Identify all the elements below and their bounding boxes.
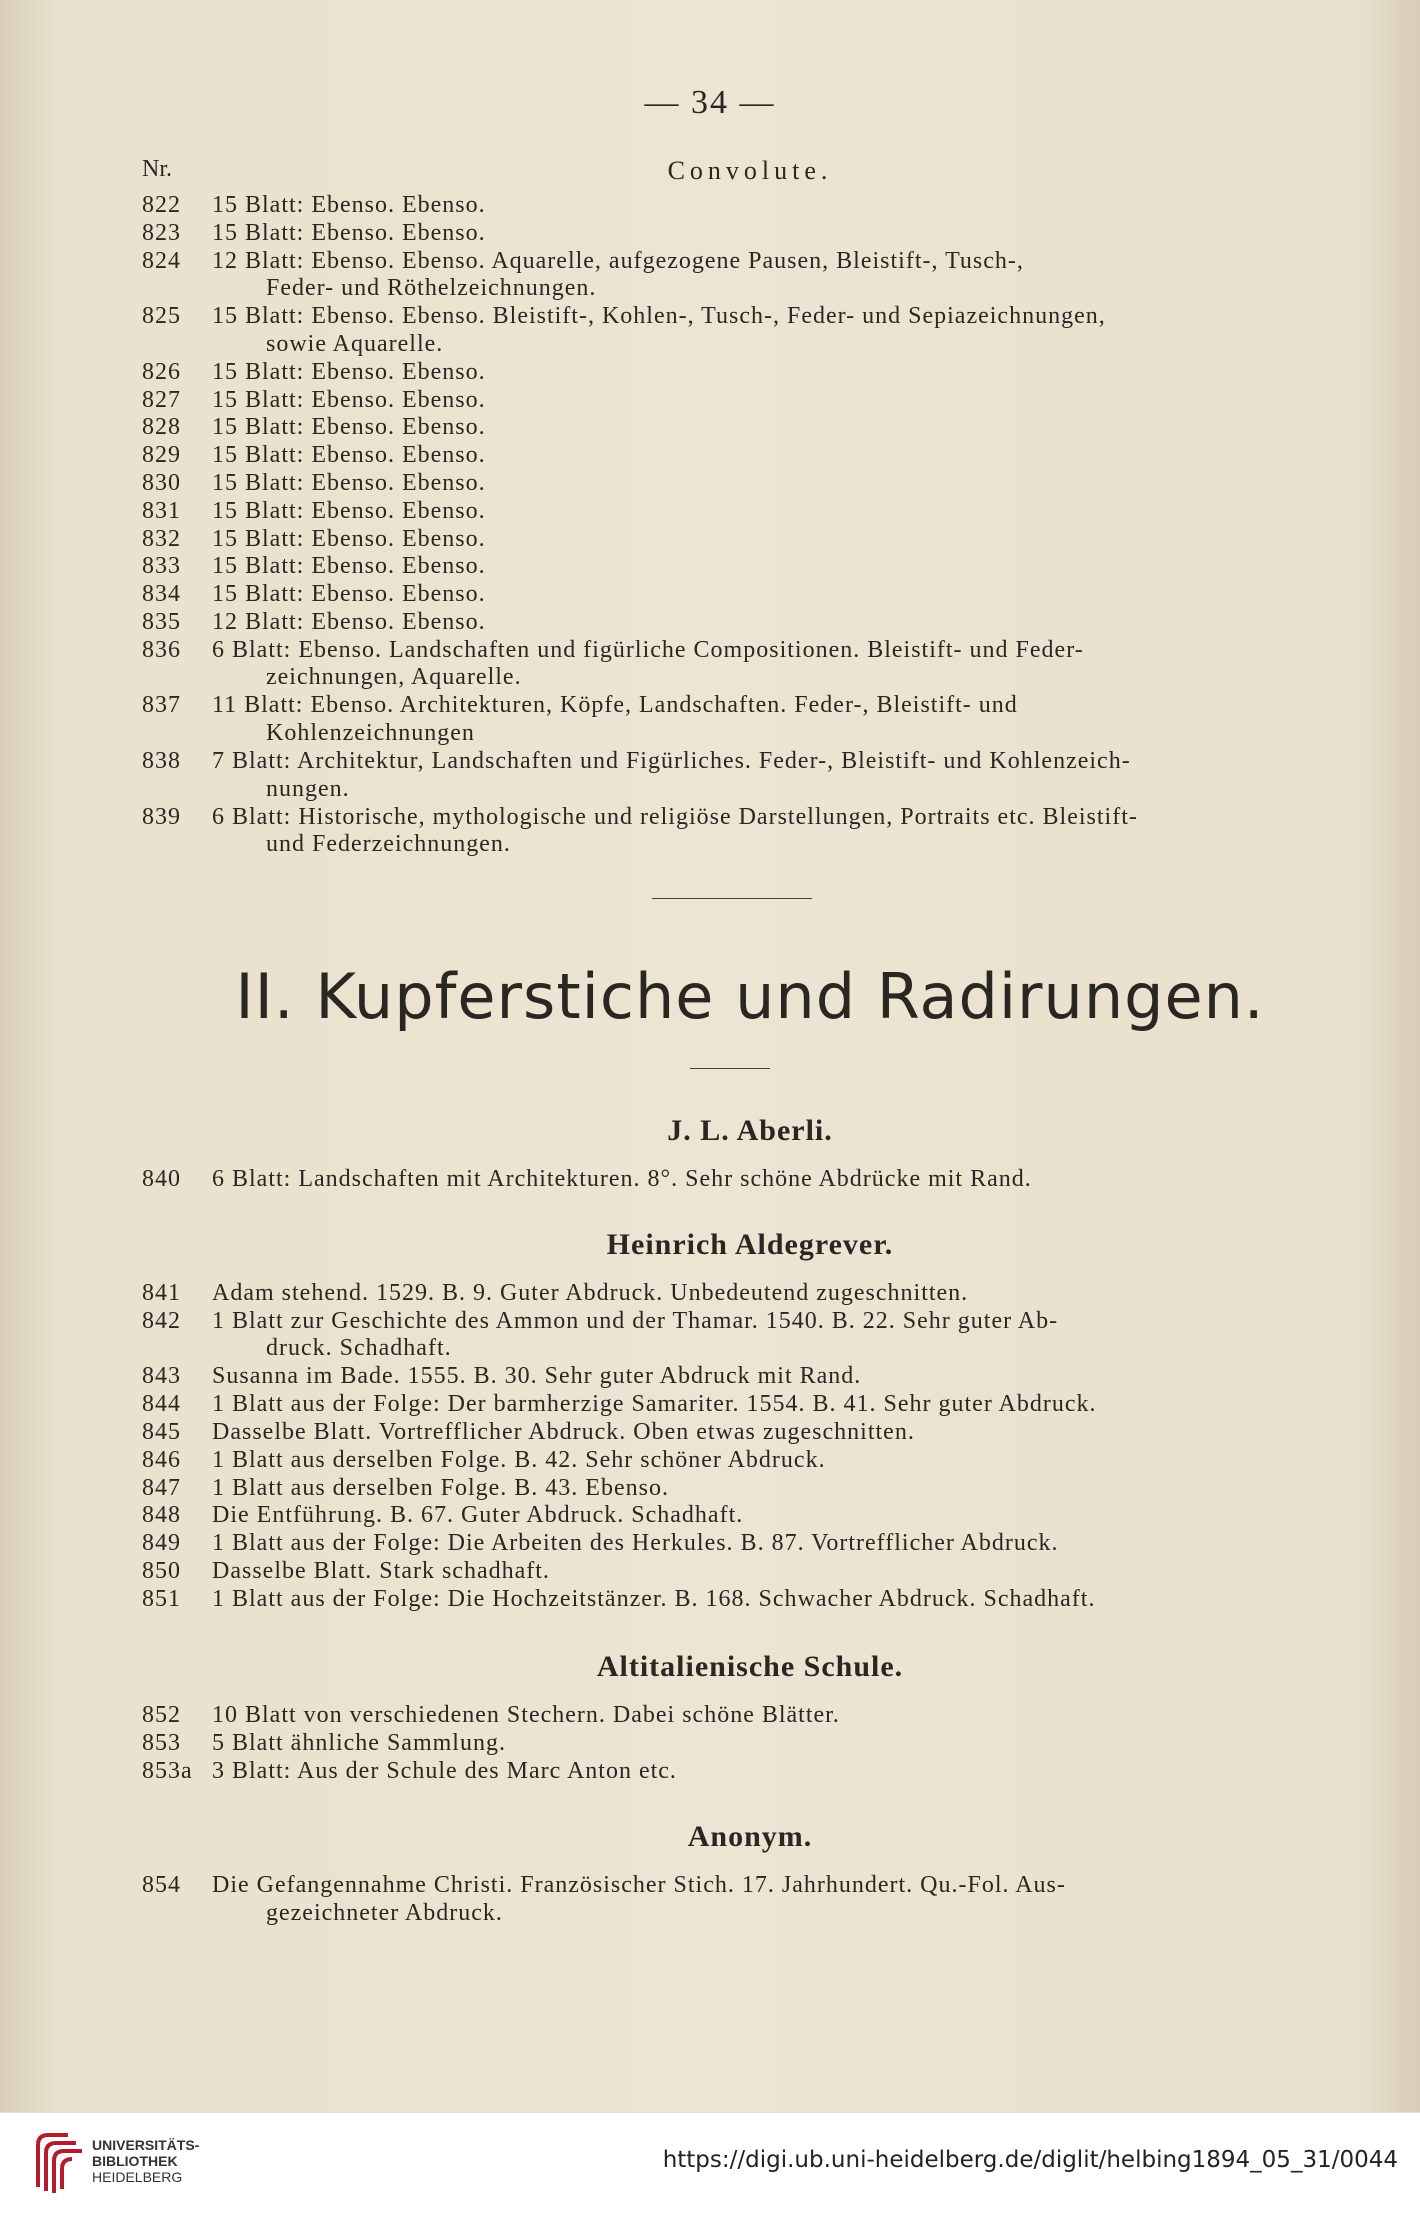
catalog-entry — [142, 748, 1322, 803]
entry-text — [212, 1502, 1322, 1530]
entry-text — [212, 1730, 1322, 1758]
entry-line: 12 Blatt: Ebenso. Ebenso. — [212, 609, 486, 635]
entry-text — [212, 1308, 1322, 1363]
catalog-entry — [142, 1586, 1322, 1614]
entry-number: 853a — [142, 1757, 193, 1784]
catalog-entry — [142, 1166, 1322, 1194]
entry-number: 846 — [142, 1446, 181, 1473]
library-name-line3: HEIDELBERG — [92, 2169, 183, 2185]
entry-text — [212, 692, 1322, 747]
catalog-entry — [142, 526, 1322, 554]
entry-line: 5 Blatt ähnliche Sammlung. — [212, 1729, 506, 1756]
catalog-entry — [142, 553, 1322, 581]
entry-text — [212, 387, 1322, 415]
entry-line: 6 Blatt: Historische, mythologische und religiöse Darstellungen, Portraits etc. Bleistift- — [212, 803, 1138, 830]
entry-number: 845 — [142, 1419, 181, 1445]
entry-continuation-line: Feder- und Röthelzeichnungen. — [266, 275, 597, 302]
catalog-entry — [142, 1558, 1322, 1586]
catalog-entry — [142, 303, 1322, 358]
entry-line: 15 Blatt: Ebenso. Ebenso. — [212, 581, 486, 608]
entry-number: 829 — [142, 442, 181, 469]
artist-heading: Heinrich Aldegrever. — [606, 1228, 894, 1261]
entry-line: 3 Blatt: Aus der Schule des Marc Anton etc. — [212, 1757, 677, 1784]
entry-line: 15 Blatt: Ebenso. Ebenso. — [212, 497, 486, 524]
entry-continuation-line: und Federzeichnungen. — [266, 831, 511, 858]
entry-number: 841 — [142, 1280, 181, 1306]
entry-line: 15 Blatt: Ebenso. Ebenso. — [212, 358, 486, 385]
entry-line: 15 Blatt: Ebenso. Ebenso. — [212, 442, 486, 469]
entry-line: 1 Blatt aus derselben Folge. B. 42. Sehr schöner Abdruck. — [212, 1446, 826, 1473]
catalog-entry — [142, 442, 1322, 470]
library-logo-icon — [28, 2127, 88, 2197]
entry-number: 824 — [142, 247, 181, 274]
catalog-entry — [142, 387, 1322, 415]
entry-number: 822 — [142, 192, 181, 218]
section-header-convolute: Convolute. — [667, 156, 833, 185]
title-divider — [690, 1068, 770, 1069]
entry-text — [212, 748, 1322, 803]
entry-text — [212, 804, 1322, 859]
entry-line: Susanna im Bade. 1555. B. 30. Sehr guter Abdruck mit Rand. — [212, 1363, 862, 1390]
entry-number: 826 — [142, 358, 181, 385]
catalog-entry — [142, 1475, 1322, 1503]
entry-text — [212, 192, 1322, 220]
entry-line: 15 Blatt: Ebenso. Ebenso. — [212, 414, 486, 441]
entry-text — [212, 359, 1322, 387]
catalog-entry — [142, 1730, 1322, 1758]
catalog-entry — [142, 220, 1322, 248]
entry-line: Die Entführung. B. 67. Guter Abdruck. Schadhaft. — [212, 1502, 744, 1529]
entry-line: 15 Blatt: Ebenso. Ebenso. — [212, 470, 486, 496]
entry-number: 844 — [142, 1391, 181, 1418]
catalog-entry — [142, 1502, 1322, 1530]
entry-text — [212, 609, 1322, 637]
entry-number: 852 — [142, 1702, 181, 1728]
catalog-entry — [142, 414, 1322, 442]
catalog-entry — [142, 1872, 1322, 1927]
entry-text — [212, 1758, 1322, 1786]
catalog-entry — [142, 1391, 1322, 1419]
entry-text — [212, 220, 1322, 248]
entry-text — [212, 1530, 1322, 1558]
catalog-entry — [142, 1530, 1322, 1558]
entry-number: 839 — [142, 803, 181, 830]
entry-number: 828 — [142, 414, 181, 441]
artist-heading: Altitalienische Schule. — [596, 1650, 904, 1683]
entry-line: 15 Blatt: Ebenso. Ebenso. — [212, 192, 486, 218]
library-name-line1: UNIVERSITÄTS- — [92, 2137, 200, 2153]
entry-line: 1 Blatt aus der Folge: Der barmherzige Samariter. 1554. B. 41. Sehr guter Abdruck. — [212, 1391, 1097, 1418]
catalog-entry — [142, 804, 1322, 859]
catalog-entry — [142, 192, 1322, 220]
entry-number: 851 — [142, 1585, 181, 1612]
entry-text — [212, 1447, 1322, 1475]
entry-number: 850 — [142, 1558, 181, 1584]
entry-line: 1 Blatt aus derselben Folge. B. 43. Ebenso. — [212, 1474, 669, 1501]
catalog-entry — [142, 692, 1322, 747]
entry-line: Adam stehend. 1529. B. 9. Guter Abdruck. Unbedeutend zugeschnitten. — [212, 1280, 969, 1306]
entry-continuation-line: zeichnungen, Aquarelle. — [266, 664, 522, 691]
entry-line: 15 Blatt: Ebenso. Ebenso. — [212, 553, 486, 580]
catalog-entry — [142, 1308, 1322, 1363]
entry-number: 838 — [142, 748, 181, 774]
entry-line: 12 Blatt: Ebenso. Ebenso. Aquarelle, aufgezogene Pausen, Bleistift-, Tusch-, — [212, 247, 1024, 274]
entry-number: 843 — [142, 1363, 181, 1390]
entry-text — [212, 553, 1322, 581]
entry-number: 848 — [142, 1502, 181, 1529]
catalog-entry — [142, 248, 1322, 303]
entry-line: 7 Blatt: Architektur, Landschaften und Figürliches. Feder-, Bleistift- und Kohlenzeich- — [212, 748, 1131, 774]
artist-heading: J. L. Aberli. — [667, 1114, 833, 1147]
entry-text — [212, 498, 1322, 526]
catalog-entry — [142, 498, 1322, 526]
entry-text — [212, 1280, 1322, 1308]
section-divider — [652, 898, 812, 899]
library-name — [92, 2137, 199, 2185]
source-url-link[interactable]: https://digi.ub.uni-heidelberg.de/diglit/helbing1894_05_31/0044 — [662, 2147, 1398, 2173]
entry-line: 15 Blatt: Ebenso. Ebenso. Bleistift-, Kohlen-, Tusch-, Feder- und Sepiazeichnungen, — [212, 303, 1106, 330]
entry-number: 840 — [142, 1166, 181, 1192]
entry-text — [212, 1391, 1322, 1419]
entry-text — [212, 1558, 1322, 1586]
entry-line: 10 Blatt von verschiedenen Stechern. Dabei schöne Blätter. — [212, 1702, 840, 1728]
entry-line: 15 Blatt: Ebenso. Ebenso. — [212, 386, 486, 413]
entry-text — [212, 414, 1322, 442]
entry-line: 1 Blatt aus der Folge: Die Hochzeitstänzer. B. 168. Schwacher Abdruck. Schadhaft. — [212, 1585, 1096, 1612]
entry-text — [212, 1419, 1322, 1447]
entry-number: 849 — [142, 1530, 181, 1557]
entry-line: 15 Blatt: Ebenso. Ebenso. — [212, 525, 486, 552]
entry-text — [212, 1475, 1322, 1503]
entry-text — [212, 1872, 1322, 1927]
entry-number: 835 — [142, 609, 181, 635]
entry-text — [212, 1166, 1322, 1194]
entry-line: Dasselbe Blatt. Vortrefflicher Abdruck. Oben etwas zugeschnitten. — [212, 1419, 915, 1445]
artist-heading: Anonym. — [687, 1820, 813, 1853]
entry-line: Die Gefangennahme Christi. Französischer Stich. 17. Jahrhundert. Qu.-Fol. Aus- — [212, 1872, 1066, 1898]
entry-text — [212, 442, 1322, 470]
entry-number: 825 — [142, 303, 181, 330]
entry-text — [212, 1586, 1322, 1614]
catalog-entry — [142, 470, 1322, 498]
entry-line: 6 Blatt: Ebenso. Landschaften und figürliche Compositionen. Bleistift- und Feder- — [212, 636, 1084, 663]
entry-number: 834 — [142, 581, 181, 608]
entry-text — [212, 1363, 1322, 1391]
entry-number: 832 — [142, 525, 181, 552]
entry-continuation-line: sowie Aquarelle. — [266, 330, 444, 357]
library-name-line2: BIBLIOTHEK — [92, 2153, 178, 2169]
entry-number: 847 — [142, 1474, 181, 1501]
catalog-entry — [142, 359, 1322, 387]
entry-text — [212, 637, 1322, 692]
catalog-entry — [142, 637, 1322, 692]
catalog-entry — [142, 581, 1322, 609]
entry-number: 827 — [142, 386, 181, 413]
entry-continuation-line: gezeichneter Abdruck. — [266, 1899, 503, 1926]
catalog-entry — [142, 1419, 1322, 1447]
entry-number: 837 — [142, 692, 181, 719]
entry-line: 1 Blatt aus der Folge: Die Arbeiten des Herkules. B. 87. Vortrefflicher Abdruck. — [212, 1530, 1059, 1557]
entry-line: 1 Blatt zur Geschichte des Ammon und der Thamar. 1540. B. 22. Sehr guter Ab- — [212, 1307, 1059, 1334]
main-title: II. Kupferstiche und Radirungen. — [235, 960, 1265, 1033]
nr-column-header: Nr. — [142, 156, 172, 182]
entry-continuation-line: druck. Schadhaft. — [266, 1335, 452, 1362]
entry-number: 833 — [142, 553, 181, 580]
entry-number: 854 — [142, 1872, 181, 1898]
entry-number: 830 — [142, 470, 181, 496]
entry-text — [212, 248, 1322, 303]
entry-line: 15 Blatt: Ebenso. Ebenso. — [212, 219, 486, 246]
entry-text — [212, 1702, 1322, 1730]
entry-text — [212, 303, 1322, 358]
entry-line: 11 Blatt: Ebenso. Architekturen, Köpfe, Landschaften. Feder-, Bleistift- und — [212, 692, 1018, 719]
catalog-entry — [142, 1363, 1322, 1391]
entry-number: 842 — [142, 1307, 181, 1334]
entry-continuation-line: Kohlenzeichnungen — [266, 719, 475, 746]
catalog-entry — [142, 1280, 1322, 1308]
entry-number: 836 — [142, 636, 181, 663]
entry-text — [212, 470, 1322, 498]
entry-text — [212, 526, 1322, 554]
catalog-entry — [142, 1702, 1322, 1730]
entry-number: 831 — [142, 497, 181, 524]
entry-continuation-line: nungen. — [266, 775, 350, 802]
entry-text — [212, 581, 1322, 609]
entry-number: 823 — [142, 219, 181, 246]
entry-line: Dasselbe Blatt. Stark schadhaft. — [212, 1558, 550, 1584]
entry-number: 853 — [142, 1729, 181, 1756]
footer-bar — [0, 2112, 1420, 2214]
page-number: — 34 — — [644, 84, 776, 121]
catalog-entry — [142, 609, 1322, 637]
catalog-entry — [142, 1447, 1322, 1475]
catalog-entry — [142, 1758, 1322, 1786]
entry-line: 6 Blatt: Landschaften mit Architekturen. 8°. Sehr schöne Abdrücke mit Rand. — [212, 1166, 1032, 1192]
